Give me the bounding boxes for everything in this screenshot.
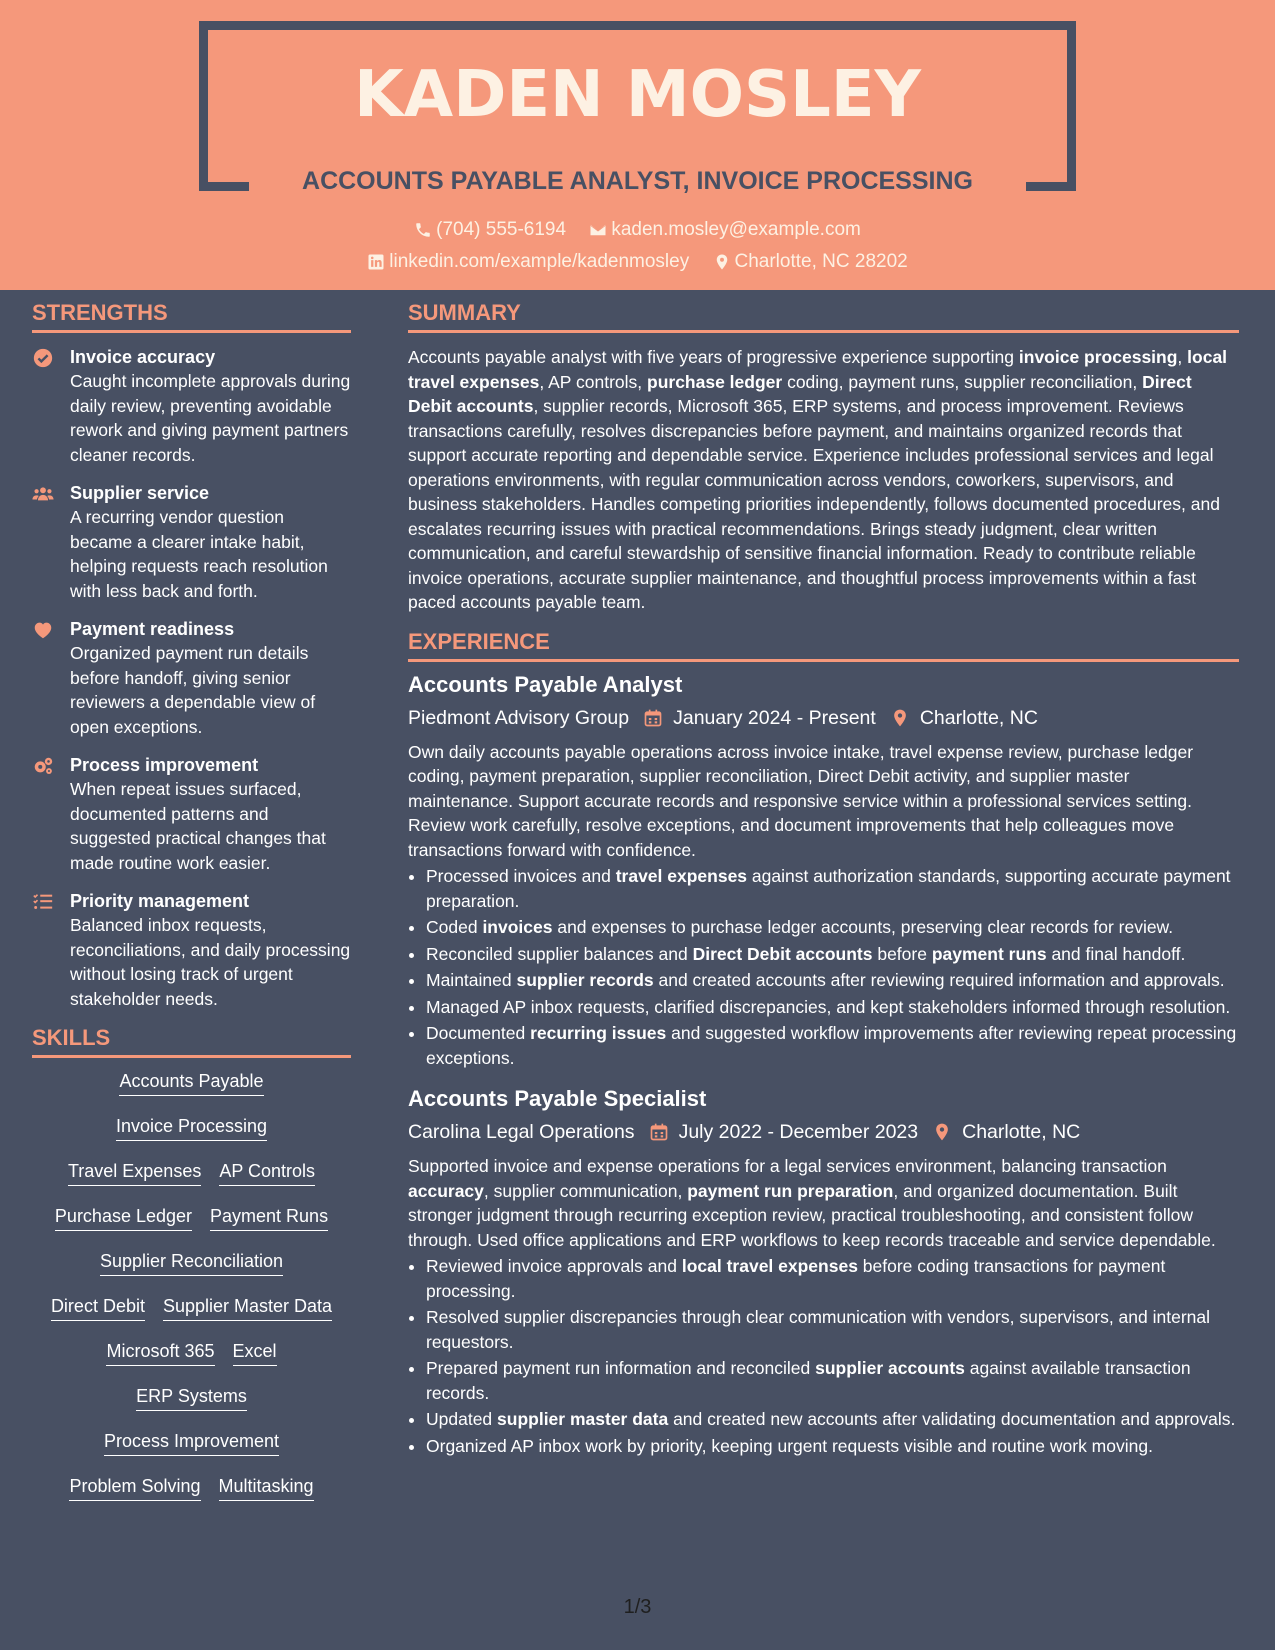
skill-row: [32, 1385, 351, 1430]
job-bullet: • Documented recurring issues and suggested workflow improvements after reviewing repeat processing exceptions.: [426, 1021, 1239, 1070]
map-pin-icon: [713, 253, 731, 271]
phone-icon: [414, 221, 432, 239]
job-role: Accounts Payable Specialist: [408, 1086, 707, 1111]
linkedin-icon: [367, 253, 385, 271]
location-text: Charlotte, NC 28202: [734, 251, 908, 272]
job-bullets: [408, 864, 1239, 1070]
skill-tag: Problem Solving: [69, 1475, 200, 1501]
skill-row: [32, 1430, 351, 1475]
job-bullet: • Maintained supplier records and created accounts after reviewing required information and approvals.: [426, 968, 1239, 993]
skill-tag: ERP Systems: [136, 1385, 247, 1411]
skill-tag: Supplier Reconciliation: [100, 1250, 283, 1276]
job-meta: [408, 704, 1239, 732]
skill-tag: Direct Debit: [51, 1295, 145, 1321]
check-circle-icon: [32, 347, 54, 369]
skill-tag: Invoice Processing: [116, 1115, 267, 1141]
location-contact: [713, 251, 908, 273]
skill-tag: Excel: [233, 1340, 277, 1366]
contact-row-2: [0, 251, 1275, 277]
strength-description: Caught incomplete approvals during daily review, preventing avoidable rework and giving payment partners cleaner records.: [70, 371, 351, 465]
skill-row: [32, 1295, 351, 1340]
skill-tag: Accounts Payable: [119, 1070, 263, 1096]
page-number: 1/3: [623, 1596, 652, 1618]
skill-tag: Purchase Ledger: [55, 1205, 192, 1231]
job-company: Carolina Legal Operations: [408, 1121, 635, 1143]
job-company: Piedmont Advisory Group: [408, 706, 630, 729]
heart-icon: [32, 619, 54, 641]
job-description: Supported invoice and expense operations for a legal services environment, balancing transaction accuracy, supplier communication, payment run preparation, and organized documentation. Built stronger judgment through recurring exception review, practical troubleshooting, and consistent follow through. Used office applications and ERP workflows to keep records traceable and service dependable.: [408, 1156, 1216, 1250]
skill-row: [32, 1115, 351, 1160]
experience-list: [408, 670, 1239, 1459]
skills-heading: SKILLS: [32, 1025, 351, 1058]
phone-contact[interactable]: [414, 219, 566, 241]
job-bullet: • Processed invoices and travel expenses against authorization standards, supporting accurate payment preparation.: [426, 864, 1239, 913]
skill-tag: Payment Runs: [210, 1205, 328, 1231]
job-bullet: • Organized AP inbox work by priority, keeping urgent requests visible and routine work moving.: [426, 1434, 1239, 1459]
skill-row: [32, 1070, 351, 1115]
contact-row-1: [0, 219, 1275, 245]
candidate-name: KADEN MOSLEY: [354, 58, 921, 132]
job-entry: [408, 670, 1239, 1071]
strengths-heading: STRENGTHS: [32, 300, 351, 333]
candidate-title: ACCOUNTS PAYABLE ANALYST, INVOICE PROCESSING: [302, 167, 973, 195]
skill-tag: Microsoft 365: [106, 1340, 214, 1366]
summary-text: Accounts payable analyst with five years of progressive experience supporting invoice processing, local travel expenses, AP controls, purchase ledger coding, payment runs, supplier reconciliation, Direct Debit accounts, supplier records, Microsoft 365, ERP systems, and process improvement. Reviews transactions carefully, resolves discrepancies before payment, and maintains organized records that support accurate reporting and dependable service. Experience includes professional services and legal operations environments, with regular communication across vendors, coworkers, supervisors, and business stakeholders. Handles competing priorities independently, follows documented procedures, and escalates recurring issues with practical recommendations. Brings steady judgment, clear written communication, and careful stewardship of sensitive financial information. Ready to contribute reliable invoice operations, accurate supplier maintenance, and thoughtful process improvements within a fast paced accounts payable team.: [408, 347, 1228, 612]
skills-list: [32, 1070, 351, 1520]
skill-tag: Supplier Master Data: [163, 1295, 332, 1321]
left-column: [32, 300, 351, 1520]
skill-row: [32, 1160, 351, 1205]
header-frame-top: [199, 21, 1076, 30]
strength-item: [32, 889, 351, 1011]
skill-row: [32, 1340, 351, 1385]
job-location: Charlotte, NC: [919, 706, 1038, 729]
strength-item: [32, 617, 351, 739]
calendar-icon: [643, 708, 663, 728]
job-bullet: • Managed AP inbox requests, clarified discrepancies, and kept stakeholders informed through resolution.: [426, 995, 1239, 1020]
linkedin-text: linkedin.com/example/kadenmosley: [389, 251, 690, 272]
strengths-list: [32, 345, 351, 1011]
strength-description: A recurring vendor question became a clearer intake habit, helping requests reach resolution with less back and forth.: [70, 507, 328, 601]
job-bullet: • Reconciled supplier balances and Direct Debit accounts before payment runs and final handoff.: [426, 942, 1239, 967]
skill-tag: Process Improvement: [104, 1430, 279, 1456]
list-check-icon: [32, 891, 54, 913]
job-dates: July 2022 - December 2023: [678, 1121, 919, 1143]
job-meta: [408, 1118, 1239, 1146]
email-contact[interactable]: [589, 219, 861, 241]
map-pin-icon: [932, 1122, 952, 1142]
right-column: [408, 300, 1239, 1460]
email-text: kaden.mosley@example.com: [611, 219, 861, 240]
skill-tag: AP Controls: [219, 1160, 315, 1186]
job-location: Charlotte, NC: [962, 1121, 1081, 1143]
strength-item: [32, 345, 351, 467]
job-dates: January 2024 - Present: [673, 706, 876, 729]
phone-text: (704) 555-6194: [436, 219, 567, 240]
calendar-icon: [649, 1122, 669, 1142]
strength-title: Invoice accuracy: [70, 347, 216, 367]
summary-heading: SUMMARY: [408, 300, 1239, 333]
job-bullet: • Updated supplier master data and created new accounts after validating documentation and approvals.: [426, 1407, 1239, 1432]
job-bullet: • Prepared payment run information and reconciled supplier accounts against available transaction records.: [426, 1356, 1239, 1405]
gears-icon: [32, 755, 54, 777]
skill-row: [32, 1205, 351, 1250]
job-role: Accounts Payable Analyst: [408, 671, 683, 697]
skill-tag: Multitasking: [219, 1475, 314, 1501]
envelope-icon: [589, 221, 607, 239]
strength-title: Priority management: [70, 891, 250, 911]
experience-heading: EXPERIENCE: [408, 629, 1239, 662]
job-description: Own daily accounts payable operations across invoice intake, travel expense review, purchase ledger coding, payment preparation, supplier reconciliation, Direct Debit activity, and supplier master maintenance. Support accurate records and responsive service within a professional services setting. Review work carefully, resolve exceptions, and document improvements that help colleagues move transactions forward with confidence.: [408, 741, 1194, 860]
skill-row: [32, 1475, 351, 1520]
strength-description: When repeat issues surfaced, documented patterns and suggested practical changes that made routine work easier.: [70, 779, 326, 873]
job-entry: [408, 1084, 1239, 1458]
strength-title: Process improvement: [70, 755, 259, 775]
strength-title: Supplier service: [70, 483, 210, 503]
strength-title: Payment readiness: [70, 619, 235, 639]
strength-item: [32, 481, 351, 603]
users-icon: [32, 483, 54, 505]
map-pin-icon: [890, 708, 910, 728]
job-bullets: [408, 1254, 1239, 1458]
strength-description: Organized payment run details before handoff, giving senior reviewers a dependable view of open exceptions.: [70, 643, 316, 737]
skill-row: [32, 1250, 351, 1295]
resume-header: [0, 0, 1275, 290]
linkedin-contact[interactable]: [367, 251, 689, 273]
job-bullet: • Coded invoices and expenses to purchase ledger accounts, preserving clear records for review.: [426, 915, 1239, 940]
strength-description: Balanced inbox requests, reconciliations, and daily processing without losing track of urgent stakeholder needs.: [70, 915, 351, 1009]
job-bullet: • Reviewed invoice approvals and local travel expenses before coding transactions for payment processing.: [426, 1254, 1239, 1303]
strength-item: [32, 753, 351, 875]
job-bullet: • Resolved supplier discrepancies through clear communication with vendors, supervisors, and internal requestors.: [426, 1305, 1239, 1354]
skill-tag: Travel Expenses: [68, 1160, 201, 1186]
